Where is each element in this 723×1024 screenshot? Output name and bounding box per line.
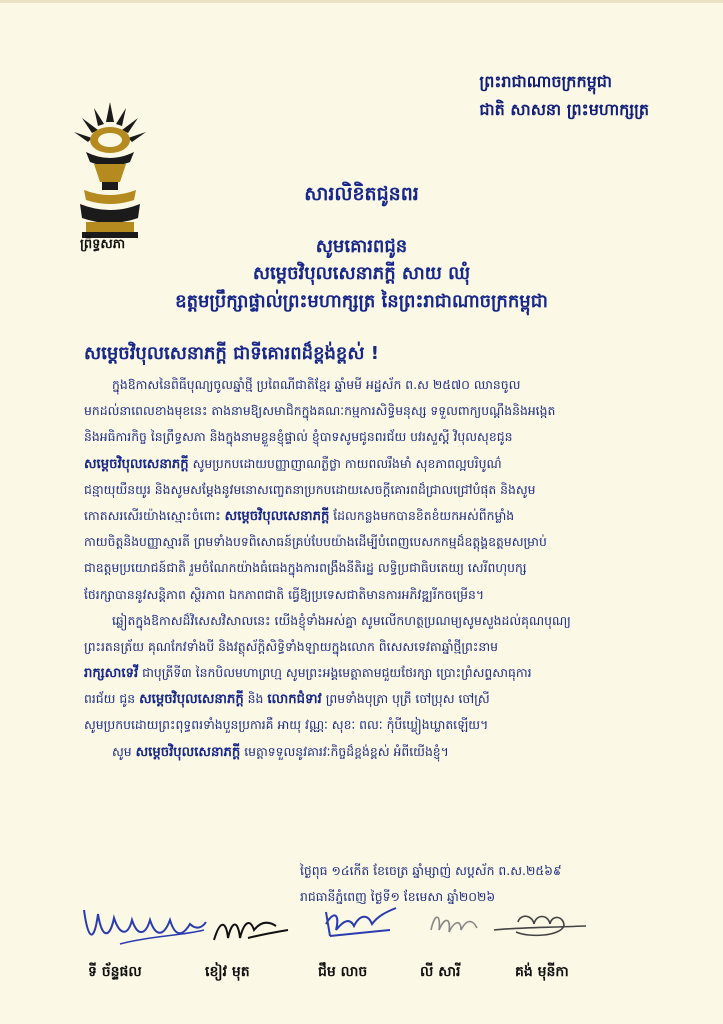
signature-1 (80, 900, 210, 950)
honorific-spouse: លោកជំទាវ (267, 692, 322, 708)
body-line (84, 503, 674, 529)
body-line: មកដល់នាពេលខាងមុខនេះ តាងនាមឱ្យសមាជិកក្នុងគណៈកម្មការសិទ្ធិមនុស្ស ទទួលពាក្យបណ្តឹងនិងអង្កេត (84, 403, 556, 419)
body-text: ដែលកន្លងមកបានខិតខំយកអស់ពីកម្លាំង (329, 507, 515, 523)
recipient-greeting: សូមគោរពជូន (315, 236, 408, 257)
honorific: សម្តេចវិបុលសេនាភក្តី (84, 456, 189, 472)
motto-kingdom: ព្រះរាជាណាចក្រកម្ពុជា (479, 72, 612, 91)
signatory-name: លី សារី (420, 964, 461, 980)
honorific: សម្តេចវិបុលសេនាភក្តី (224, 508, 330, 524)
body-line: ក្នុងឱកាសនៃពិធីបុណ្យចូលឆ្នាំថ្មី ប្រពៃណីជាតិខ្មែរ ឆ្នាំមមី អដ្ឋស័ក ព.ស ២៥៧០ ឈានចូល (112, 377, 521, 392)
body-line: ជាឧត្តមប្រយោជន៍ជាតិ រួមចំណែកយ៉ាងធំធេងក្នុងការពង្រឹងនីតិរដ្ឋ លទ្ធិប្រជាធិបតេយ្យ សេរីពហុបក្ស (84, 560, 527, 576)
document-title: សារលិខិតជូនពរ (304, 183, 419, 205)
body-text: ព្រមទាំងបុត្រា បុត្រី ចៅប្រុស ចៅស្រី (321, 691, 490, 707)
body-text: មេត្តាទទួលនូវគារវៈកិច្ចដ៏ខ្ពង់ខ្ពស់ អំពីយើងខ្ញុំ។ (240, 743, 449, 759)
body-line: និងអធិការកិច្ច នៃព្រឹទ្ធសភា និងក្នុងនាមខ្លួនខ្ញុំផ្ទាល់ ខ្ញុំបាទសូមជូនពរជ័យ បវរសួស្តី វិបុលសុខជូន (84, 429, 513, 445)
body-text: សូម (112, 743, 136, 759)
honorific: សម្តេចវិបុលសេនាភក្តី (139, 692, 244, 708)
signatory-name: ទី ច័ន្ទផល (88, 964, 142, 980)
deity-name: រាក្សសាទេវី (84, 666, 139, 682)
recipient-name: សម្តេចវិបុលសេនាភក្តី សាយ ឈុំ (252, 263, 471, 284)
signature-3 (320, 900, 400, 950)
senate-emblem-icon (64, 100, 156, 240)
signature-5 (490, 900, 590, 950)
body-line (84, 660, 674, 686)
body-line (84, 739, 674, 765)
recipient-title: ឧត្តមប្រឹក្សាផ្ទាល់ព្រះមហាក្សត្រ នៃព្រះរាជាណាចក្រកម្ពុជា (175, 291, 548, 312)
body-line: សូមប្រកបដោយព្រះពុទ្ធពរទាំងបួនប្រការគឺ អាយុ វណ្ណៈ សុខៈ ពលៈ កុំបីឃ្លៀងឃ្លាតឡើយ។ (84, 717, 489, 733)
body-line: ថែរក្សាបាននូវសន្តិភាព ស្ថិរភាព ឯកភាពជាតិ ធ្វើឱ្យប្រទេសជាតិមានការអភិវឌ្ឍរីកចម្រើន។ (84, 586, 485, 602)
signatory-name: ជឹម លាច (318, 964, 368, 980)
signature-2 (210, 900, 290, 950)
letter-body (84, 372, 674, 765)
body-line: កាយចិត្តនិងបញ្ញាស្មារតី ព្រមទាំងបទពិសោធន៍គ្រប់បែបយ៉ាងដើម្បីបំពេញបេសកកម្មដ៏ឧត្តុង្គឧត្តមសម្រាប់ (84, 534, 547, 550)
honorific: សម្តេចវិបុលសេនាភក្តី (135, 744, 241, 760)
signatory-name: ខៀវ មុត (205, 964, 250, 980)
body-text: ពរជ័យ ជូន (84, 691, 140, 707)
body-line (84, 451, 674, 477)
body-line: ជន្មាយុយឺនយូរ និងសូមសម្តែងនូវមនោសញ្ចេតនាប្រកបដោយសេចក្តីគោរពដ៏ជ្រាលជ្រៅបំផុត និងសូម (84, 481, 536, 497)
body-line (84, 686, 674, 712)
body-text: និង (243, 691, 268, 707)
lunar-date: ថ្ងៃពុធ ១៤កើត ខែចេត្រ ឆ្នាំម្សាញ់ សប្តស័ក ព.ស.២៥៦៩ (300, 863, 562, 878)
national-motto (479, 68, 649, 124)
signature-4 (425, 900, 485, 950)
body-line: ព្រះរតនត្រ័យ គុណកែវទាំងបី និងវត្ថុស័ក្តិសិទ្ធិទាំងឡាយក្នុងលោក ពិសេសទេវតាឆ្នាំថ្មីព្រះនាម (84, 638, 499, 654)
institution-name: ព្រឹទ្ធសភា (80, 237, 126, 252)
solar-date: រាជធានីភ្នំពេញ ថ្ងៃទី១ ខែមេសា ឆ្នាំ២០២៦ (300, 889, 496, 904)
top-edge (0, 0, 723, 3)
body-line: ឆ្លៀតក្នុងឱកាសដ៏វិសេសវិសាលនេះ យើងខ្ញុំទាំងអស់គ្នា សូមលើកហត្ថប្រណម្យសូមសួងដល់គុណបុណ្យ (112, 612, 571, 628)
signatory-name: គង់ មុនីកា (515, 964, 569, 980)
motto-nation-religion-king: ជាតិ សាសនា ព្រះមហាក្សត្រ (479, 100, 649, 119)
body-text: ជាបុត្រីទី៣ នៃកបិលមហាព្រហ្ម សូមព្រះអង្គមេត្តាតាមជួយថែរក្សា ប្រោះព្រំសព្ទសាធុការ (138, 665, 532, 681)
body-text: កោតសរសើរយ៉ាងស្មោះចំពោះ (84, 507, 225, 523)
body-text: សូមប្រកបដោយបញ្ញាញាណភ្លឺថ្លា កាយពលរឹងមាំ សុខភាពល្អបរិបូណ៌ (188, 455, 502, 471)
salutation: សម្តេចវិបុលសេនាភក្តី ជាទីគោរពដ៏ខ្ពង់ខ្ពស់ ! (84, 343, 379, 364)
